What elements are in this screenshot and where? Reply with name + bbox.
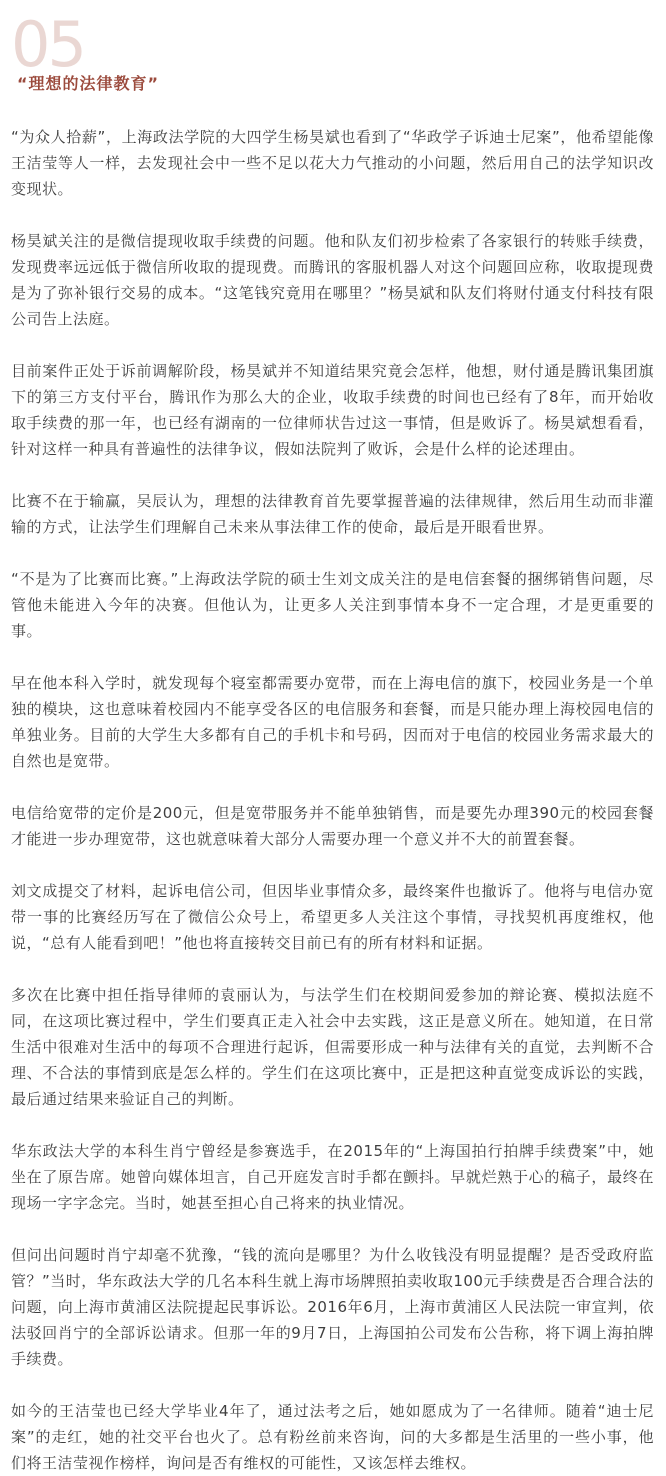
paragraph: 早在他本科入学时，就发现每个寝室都需要办宽带，而在上海电信的旗下，校园业务是一个单独的模块，这也意味着校园内不能享受各区的电信服务和套餐，而是只能办理上海校园电信的单独业务。目前的大学生大多都有自己的手机卡和号码，因而对于电信的校园业务需求最大的自然也是宽带。: [11, 674, 654, 770]
paragraph: 华东政法大学的本科生肖宁曾经是参赛选手，在2015年的“上海国拍行拍牌手续费案”中，她坐在了原告席。她曾向媒体坦言，自己开庭发言时手都在颤抖。早就烂熟于心的稿子，最终在现场一字字念完。当时，她甚至担心自己将来的执业情况。: [11, 1142, 654, 1212]
article-body: [11, 124, 654, 1476]
paragraph: 多次在比赛中担任指导律师的袁丽认为，与法学生们在校期间爱参加的辩论赛、模拟法庭不同，在这项比赛过程中，学生们要真正走入社会中去实践，这正是意义所在。她知道，在日常生活中很难对生活中的每项不合理进行起诉，但需要形成一种与法律有关的直觉，去判断不合理、不合法的事情到底是怎么样的。学生们在这项比赛中，正是把这种直觉变成诉讼的实践，最后通过结果来验证自己的判断。: [11, 986, 654, 1108]
paragraph: “不是为了比赛而比赛。”上海政法学院的硕士生刘文成关注的是电信套餐的捆绑销售问题，尽管他未能进入今年的决赛。但他认为，让更多人关注到事情本身不一定合理，才是更重要的事。: [11, 570, 654, 640]
paragraph: 比赛不在于输赢，吴辰认为，理想的法律教育首先要掌握普遍的法律规律，然后用生动而非灌输的方式，让法学生们理解自己未来从事法律工作的使命，最后是开眼看世界。: [11, 492, 654, 536]
paragraph: 电信给宽带的定价是200元，但是宽带服务并不能单独销售，而是要先办理390元的校园套餐才能进一步办理宽带，这也就意味着大部分人需要办理一个意义并不大的前置套餐。: [11, 804, 654, 848]
paragraph: 如今的王洁莹也已经大学毕业4年了，通过法考之后，她如愿成为了一名律师。随着“迪士尼案”的走红，她的社交平台也火了。总有粉丝前来咨询，问的大多都是生活里的一些小事，他们将王洁莹视作榜样，询问是否有维权的可能性，又该怎样去维权。: [11, 1402, 654, 1472]
paragraph: 但问出问题时肖宁却毫不犹豫，“钱的流向是哪里？为什么收钱没有明显提醒？是否受政府监管？”当时，华东政法大学的几名本科生就上海市场牌照拍卖收取100元手续费是否合理合法的问题，向上海市黄浦区法院提起民事诉讼。2016年6月，上海市黄浦区人民法院一审宣判，依法驳回肖宁的全部诉讼请求。但那一年的9月7日，上海国拍公司发布公告称，将下调上海拍牌手续费。: [11, 1246, 654, 1368]
section-title: “理想的法律教育”: [17, 74, 160, 93]
section-number: 05: [11, 8, 84, 81]
paragraph: 杨昊斌关注的是微信提现收取手续费的问题。他和队友们初步检索了各家银行的转账手续费，发现费率远远低于微信所收取的提现费。而腾讯的客服机器人对这个问题回应称，收取提现费是为了弥补银行交易的成本。“这笔钱究竟用在哪里？”杨昊斌和队友们将财付通支付科技有限公司告上法庭。: [11, 232, 654, 328]
section-header: [11, 0, 654, 100]
paragraph: “为众人拾薪”，上海政法学院的大四学生杨昊斌也看到了“华政学子诉迪士尼案”，他希望能像王洁莹等人一样，去发现社会中一些不足以花大力气推动的小问题，然后用自己的法学知识改变现状。: [11, 128, 654, 198]
paragraph: 刘文成提交了材料，起诉电信公司，但因毕业事情众多，最终案件也撤诉了。他将与电信办宽带一事的比赛经历写在了微信公众号上，希望更多人关注这个事情，寻找契机再度维权，他说，“总有人能看到吧！”他也将直接转交目前已有的所有材料和证据。: [11, 882, 654, 952]
paragraph: 目前案件正处于诉前调解阶段，杨昊斌并不知道结果究竟会怎样，他想，财付通是腾讯集团旗下的第三方支付平台，腾讯作为那么大的企业，收取手续费的时间也已经有了8年，而开始收取手续费的那一年，也已经有湖南的一位律师状告过这一事情，但是败诉了。杨昊斌想看看，针对这样一种具有普遍性的法律争议，假如法院判了败诉，会是什么样的论述理由。: [11, 362, 654, 458]
